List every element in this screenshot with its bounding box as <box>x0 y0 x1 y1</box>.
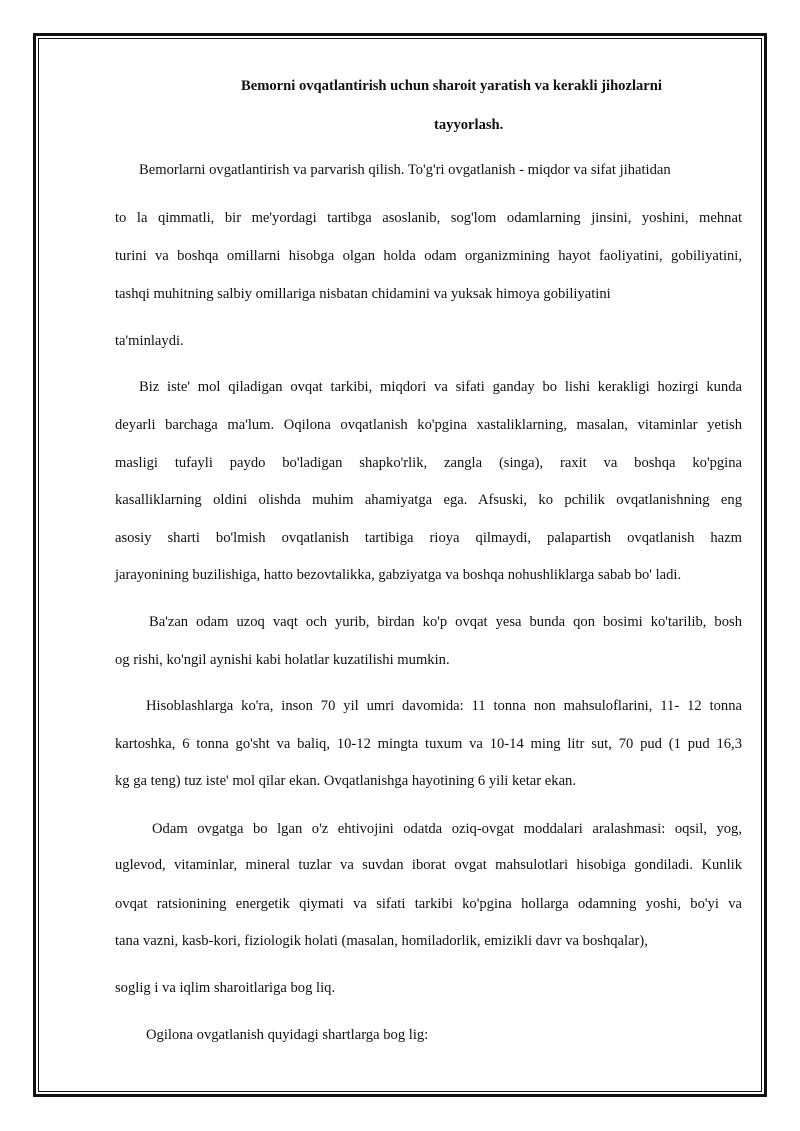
paragraph-1-line-4: tashqi muhitning salbiy omillariga nisbatan chidamini va yuksak himoya gobiliyatini <box>115 286 611 302</box>
document-title-line-2: tayyorlash. <box>434 117 504 133</box>
paragraph-2-line-3: masligi tufayli paydo bo'ladigan shapko'rlik, zangla (singa), raxit va boshqa ko'pgina <box>115 455 742 471</box>
paragraph-4-line-2: kartoshka, 6 tonna go'sht va baliq, 10-12 mingta tuxum va 10-14 ming litr sut, 70 pud (1 pud 16,3 <box>115 736 742 752</box>
paragraph-5-line-1: Odam ovgatga bo lgan o'z ehtivojini odatda oziq-ovgat moddalari aralashmasi: oqsil, yog, <box>152 821 742 837</box>
document-title-line-1: Bemorni ovqatlantirish uchun sharoit yaratish va kerakli jihozlarni <box>241 78 662 94</box>
paragraph-2-line-1: Biz iste' mol qiladigan ovqat tarkibi, miqdori va sifati ganday bo lishi kerakligi hozirgi kunda <box>139 379 742 395</box>
paragraph-5-line-5: soglig i va iqlim sharoitlariga bog liq. <box>115 980 336 996</box>
paragraph-1-line-1: Bemorlarni ovgatlantirish va parvarish qilish. To'g'ri ovgatlanish - miqdor va sifat jihatidan <box>139 162 671 178</box>
paragraph-3-line-2: og rishi, ko'ngil aynishi kabi holatlar kuzatilishi mumkin. <box>115 652 450 668</box>
paragraph-5-line-2: uglevod, vitaminlar, mineral tuzlar va suvdan iborat ovgat mahsulotlari hisobiga gondiladi. Kunlik <box>115 857 742 873</box>
paragraph-1-line-5: ta'minlaydi. <box>115 333 184 349</box>
paragraph-4-line-3: kg ga teng) tuz iste' mol qilar ekan. Ovqatlanishga hayotining 6 yili ketar ekan. <box>115 773 576 789</box>
paragraph-2-line-4: kasalliklarning oldini olishda muhim ahamiyatga ega. Afsuski, ko pchilik ovqatlanishning eng <box>115 492 742 508</box>
paragraph-6-line-1: Ogilona ovgatlanish quyidagi shartlarga bog lig: <box>146 1027 429 1043</box>
paragraph-2-line-6: jarayonining buzilishiga, hatto bezovtalikka, gabziyatga va boshqa nohushliklarga sabab bo' ladi. <box>115 567 682 583</box>
paragraph-3-line-1: Ba'zan odam uzoq vaqt och yurib, birdan ko'p ovqat yesa bunda qon bosimi ko'tarilib, bosh <box>149 614 742 630</box>
paragraph-1-line-2: to la qimmatli, bir me'yordagi tartibga asoslanib, sog'lom odamlarning jinsini, yoshini, mehnat <box>115 210 742 226</box>
paragraph-5-line-4: tana vazni, kasb-kori, fiziologik holati (masalan, homiladorlik, emizikli davr va boshqalar), <box>115 933 648 949</box>
paragraph-4-line-1: Hisoblashlarga ko'ra, inson 70 yil umri davomida: 11 tonna non mahsuloflarini, 11- 12 tonna <box>146 698 742 714</box>
paragraph-1-line-3: turini va boshqa omillarni hisobga olgan holda odam organizmining hayot faoliyatini, gobiliyatini, <box>115 248 742 264</box>
paragraph-2-line-2: deyarli barchaga ma'lum. Oqilona ovqatlanish ko'pgina xastaliklarning, masalan, vitaminlar yetish <box>115 417 742 433</box>
paragraph-5-line-3: ovqat ratsionining energetik qiymati va sifati tarkibi ko'pgina hollarga odamning yoshi, bo'yi va <box>115 896 742 912</box>
paragraph-2-line-5: asosiy sharti bo'lmish ovqatlanish tartibiga rioya qilmaydi, palapartish ovqatlanish hazm <box>115 530 742 546</box>
